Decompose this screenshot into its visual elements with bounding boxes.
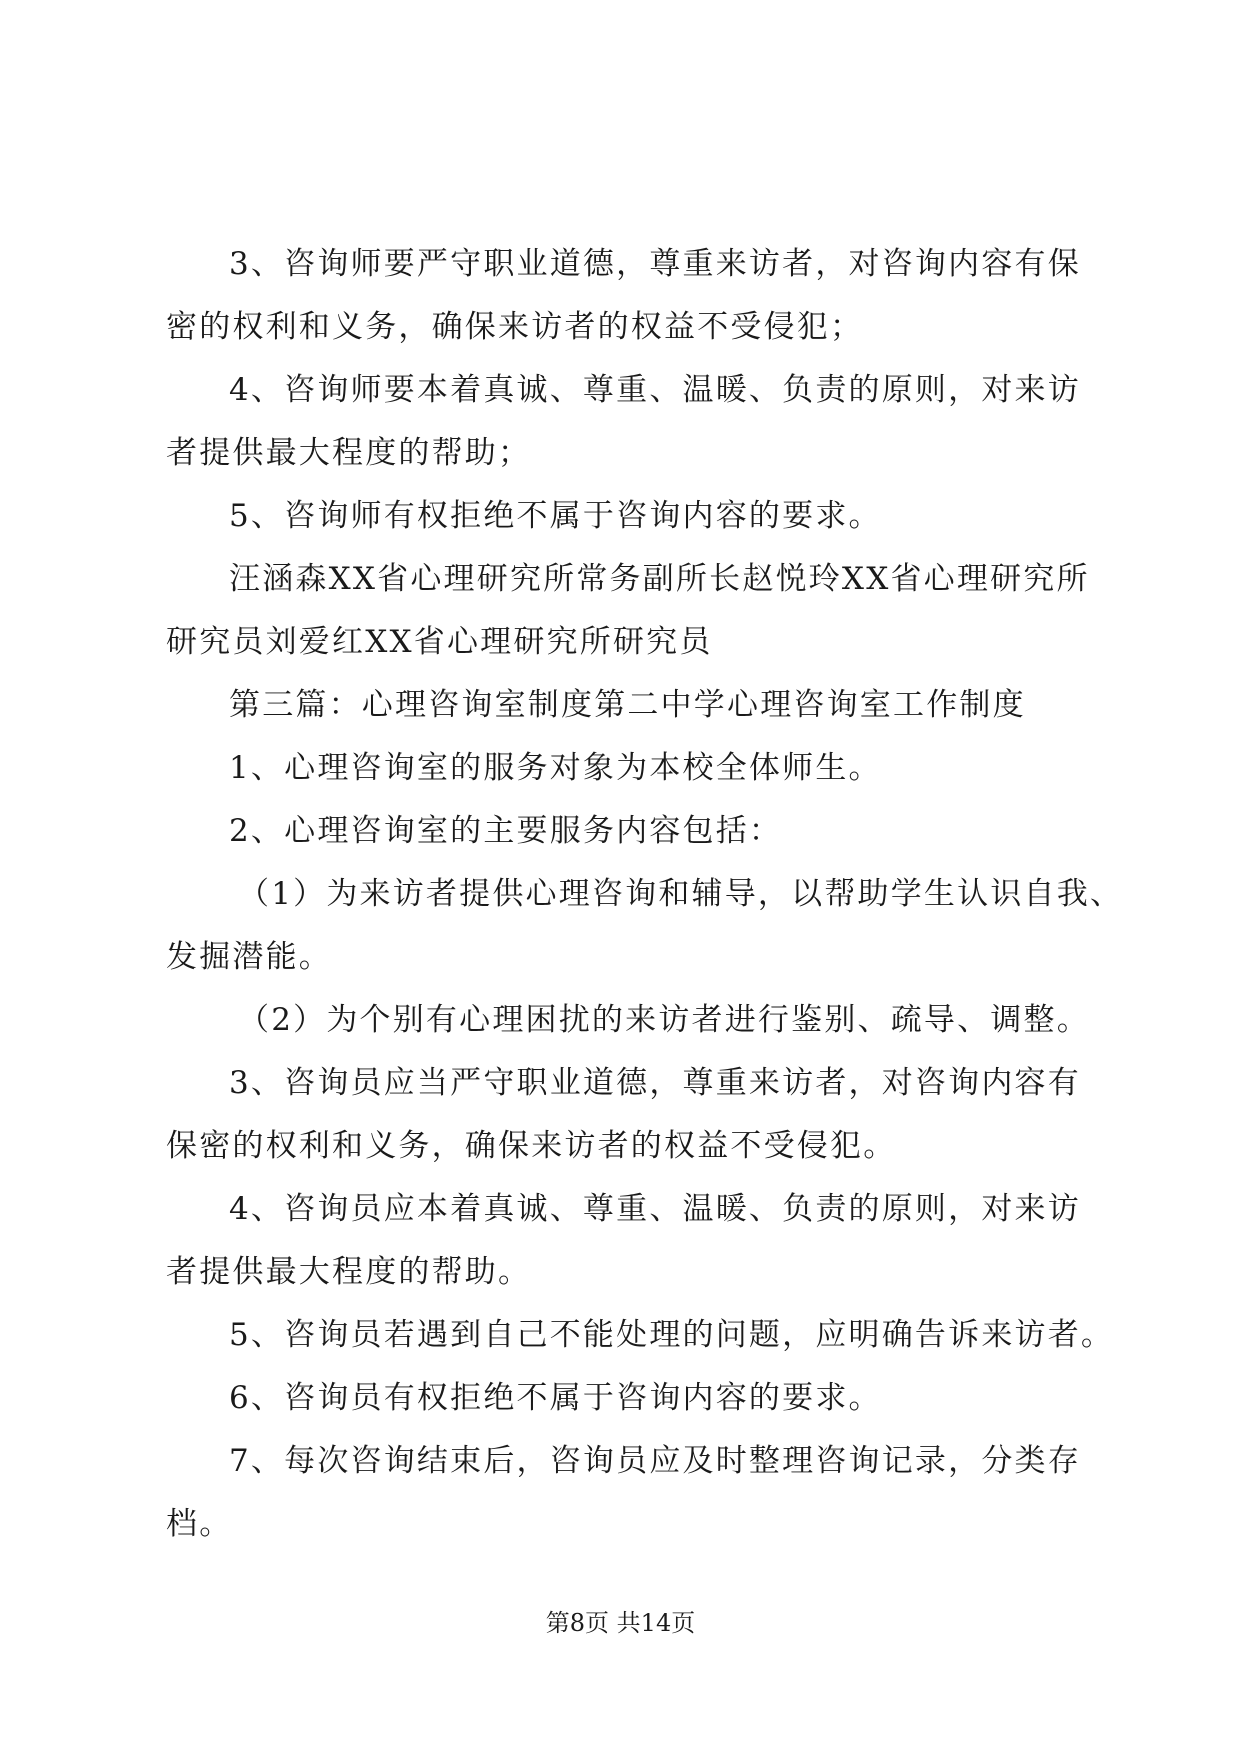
text-line: （2）为个别有心理困扰的来访者进行鉴别、疏导、调整。 — [238, 1002, 1090, 1038]
text-line: （1）为来访者提供心理咨询和辅导，以帮助学生认识自我、 — [238, 876, 1124, 912]
text-line: 6、咨询员有权拒绝不属于咨询内容的要求。 — [229, 1380, 882, 1416]
text-line: 者提供最大程度的帮助。 — [166, 1254, 532, 1290]
text-line: 4、咨询员应本着真诚、尊重、温暖、负责的原则，对来访 — [229, 1191, 1081, 1227]
text-line: 档。 — [166, 1506, 233, 1542]
page-number-footer: 第8页 共14页 — [545, 1609, 696, 1637]
text-line: 2、心理咨询室的主要服务内容包括： — [229, 813, 783, 849]
text-line: 保密的权利和义务，确保来访者的权益不受侵犯。 — [166, 1128, 897, 1164]
text-line: 发掘潜能。 — [166, 939, 332, 975]
text-line: 者提供最大程度的帮助； — [166, 435, 532, 471]
text-line: 3、咨询师要严守职业道德，尊重来访者，对咨询内容有保 — [229, 246, 1081, 282]
text-line: 1、心理咨询室的服务对象为本校全体师生。 — [229, 750, 882, 786]
text-line: 5、咨询员若遇到自己不能处理的问题，应明确告诉来访者。 — [229, 1317, 1115, 1353]
text-line: 研究员刘爱红XX省心理研究所研究员 — [166, 624, 713, 660]
text-line: 4、咨询师要本着真诚、尊重、温暖、负责的原则，对来访 — [229, 372, 1081, 408]
section-heading: 第三篇：心理咨询室制度第二中学心理咨询室工作制度 — [229, 687, 1026, 723]
text-line: 7、每次咨询结束后，咨询员应及时整理咨询记录，分类存 — [229, 1443, 1081, 1479]
document-body — [166, 233, 1124, 1556]
text-line: 5、咨询师有权拒绝不属于咨询内容的要求。 — [229, 498, 882, 534]
text-line: 3、咨询员应当严守职业道德，尊重来访者，对咨询内容有 — [229, 1065, 1081, 1101]
text-line: 密的权利和义务，确保来访者的权益不受侵犯； — [166, 309, 864, 345]
text-line: 汪涵森XX省心理研究所常务副所长赵悦玲XX省心理研究所 — [229, 561, 1090, 597]
